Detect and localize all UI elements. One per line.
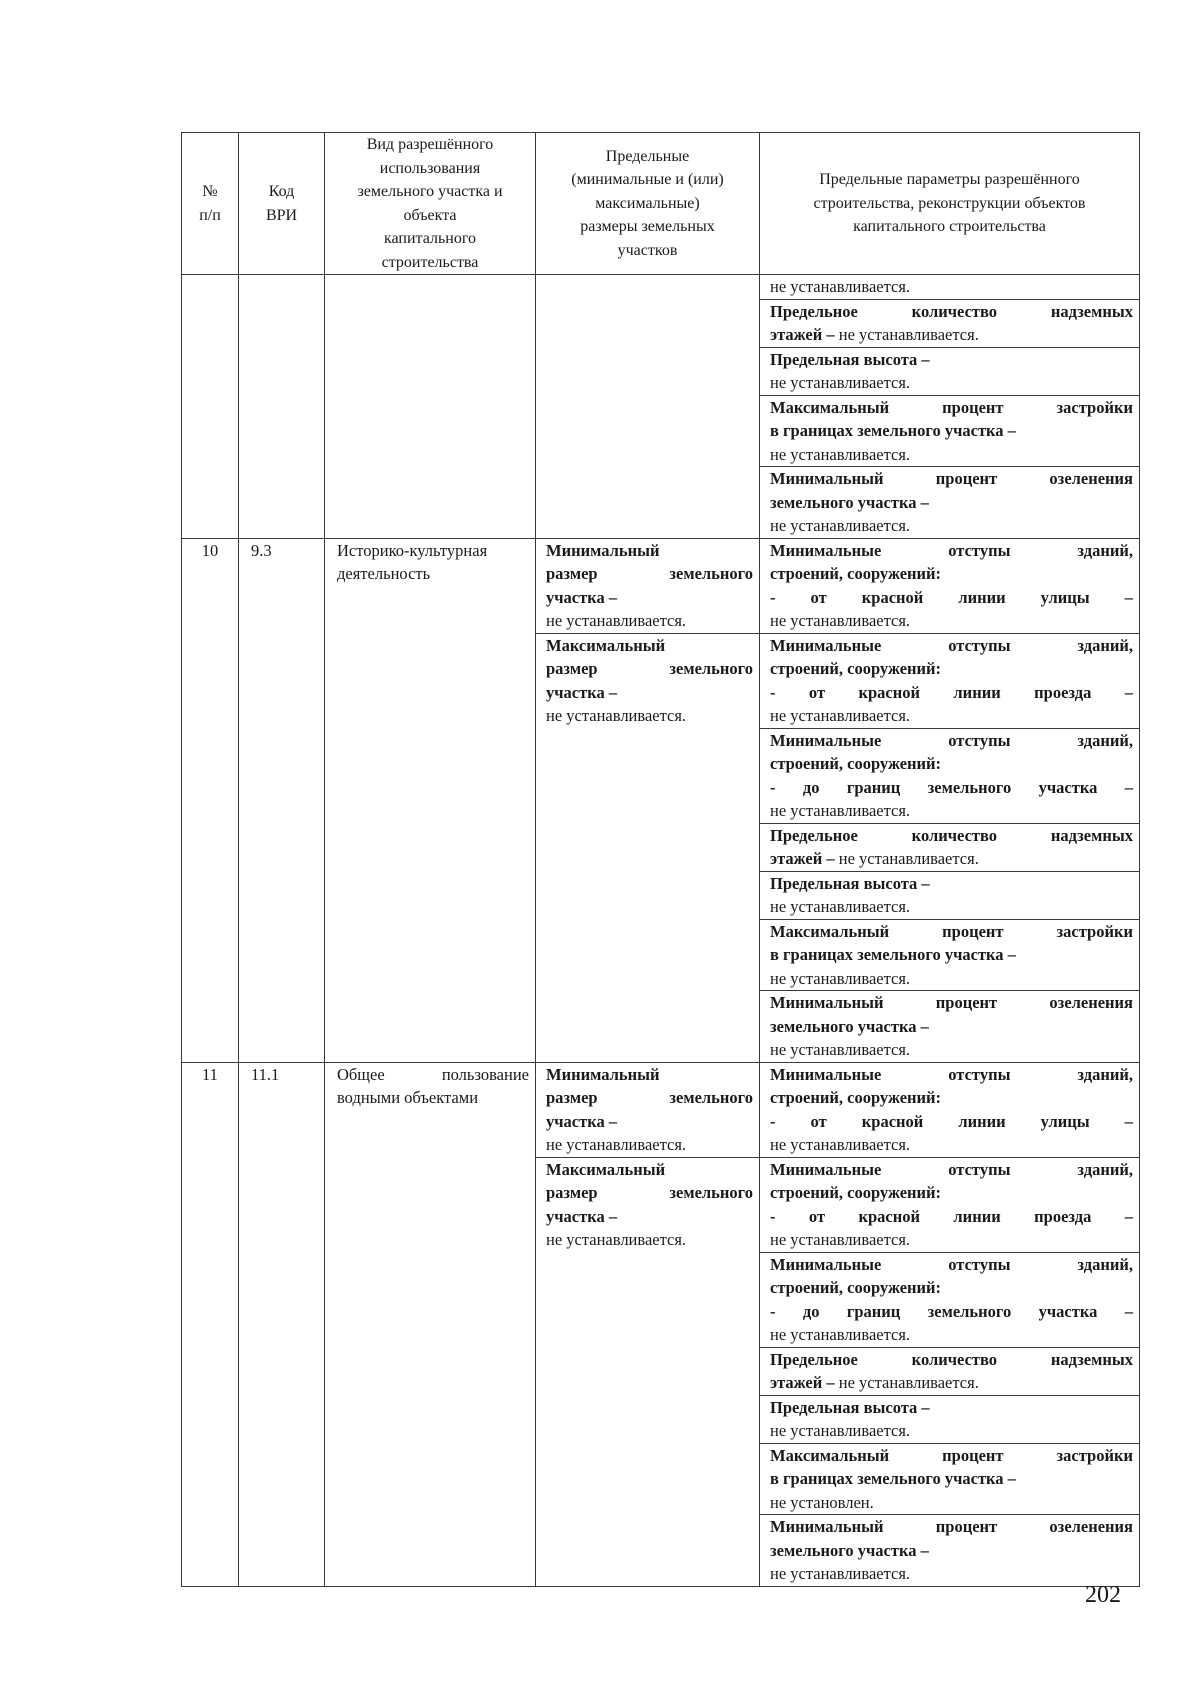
text-line xyxy=(770,943,1133,967)
value-block xyxy=(760,920,1139,992)
row-code: 9.3 xyxy=(239,538,325,1062)
value-block xyxy=(760,1348,1139,1396)
bold-text: - от красной линии проезда – xyxy=(770,1206,1133,1226)
text-line xyxy=(770,824,1133,848)
bold-text: - до границ земельного участка – xyxy=(770,777,1133,797)
text-line xyxy=(770,1086,1133,1110)
bold-text: - от красной линии проезда – xyxy=(770,682,1133,702)
bold-text: строений, сооружений: xyxy=(770,1183,942,1202)
bold-text: Минимальные отступы зданий, xyxy=(770,635,1133,655)
header-number xyxy=(182,133,239,275)
value-block xyxy=(536,1158,759,1252)
text-line xyxy=(770,991,1133,1015)
text-line xyxy=(770,491,1133,515)
text-line xyxy=(770,1300,1133,1324)
header-line: № xyxy=(202,183,218,200)
text-line xyxy=(770,1276,1133,1300)
text-line xyxy=(546,1181,753,1205)
text-line xyxy=(770,1396,1133,1420)
bold-text: в границах земельного участка – xyxy=(770,1469,1016,1488)
bold-text: Максимальный процент застройки xyxy=(770,397,1133,417)
bold-text: Минимальные отступы зданий, xyxy=(770,1064,1133,1084)
bold-text: размер земельного xyxy=(546,1183,753,1202)
bold-text: в границах земельного участка – xyxy=(770,421,1016,440)
header-line: максимальные) xyxy=(595,194,700,212)
text-line xyxy=(770,776,1133,800)
header-line: строительства, реконструкции объектов xyxy=(813,194,1086,212)
row-construction-params xyxy=(760,538,1140,1062)
text-line xyxy=(770,752,1133,776)
text-line: не устанавливается. xyxy=(546,1135,687,1154)
text-line: не устанавливается. xyxy=(770,611,911,630)
bold-text: участка – xyxy=(546,1206,618,1226)
text-line xyxy=(546,586,753,610)
empty-cell xyxy=(536,275,760,539)
text-line: не устанавливается. xyxy=(770,1564,911,1583)
header-line: ВРИ xyxy=(265,206,298,224)
value-block xyxy=(760,824,1139,872)
header-line: капитального строительства xyxy=(853,218,1046,236)
text-line xyxy=(770,1015,1133,1039)
text-line xyxy=(770,1205,1133,1229)
table-row-continuation xyxy=(182,275,1140,539)
text-line: не устанавливается. xyxy=(770,706,911,725)
bold-text: строений, сооружений: xyxy=(770,659,942,678)
row-number: 10 xyxy=(182,538,239,1062)
header-line: использования xyxy=(379,159,481,177)
bold-text: размер земельного xyxy=(546,659,753,678)
text-line: не устанавливается. xyxy=(770,1421,911,1440)
header-construction-params xyxy=(760,133,1140,275)
value-block xyxy=(760,1063,1139,1158)
text-line: не устанавливается. xyxy=(770,801,911,820)
row-plot-sizes xyxy=(536,538,760,1062)
text-line xyxy=(770,1158,1133,1182)
value-block xyxy=(760,1444,1139,1516)
bold-text: земельного участка – xyxy=(770,492,929,512)
header-line: размеры земельных xyxy=(580,218,715,236)
text-line xyxy=(770,300,1133,324)
header-line: участков xyxy=(617,241,678,259)
text-line xyxy=(770,1110,1133,1134)
bold-text: - от красной линии улицы – xyxy=(770,587,1133,607)
regulations-table xyxy=(181,132,1140,1587)
text-line xyxy=(546,657,753,681)
header-line: (минимальные и (или) xyxy=(571,171,724,189)
bold-text: Минимальные отступы зданий, xyxy=(770,730,1133,750)
bold-text: участка – xyxy=(546,587,618,607)
bold-text: Предельная высота – xyxy=(770,873,930,893)
text-line: не устанавливается. xyxy=(770,444,911,464)
text-line xyxy=(770,634,1133,658)
page-number: 202 xyxy=(1085,1582,1121,1608)
bold-text: этажей – xyxy=(770,1373,835,1392)
bold-text: строений, сооружений: xyxy=(770,564,942,583)
plain-text: не устанавливается. xyxy=(834,1373,979,1392)
text-line: не устанавливается. xyxy=(546,1230,687,1249)
bold-text: Максимальный процент застройки xyxy=(770,921,1133,941)
value-block xyxy=(760,991,1139,1062)
text-line: не устанавливается. xyxy=(770,1135,911,1154)
plain-text: не устанавливается. xyxy=(834,325,979,344)
text-line xyxy=(770,729,1133,753)
text-line: не устанавливается. xyxy=(770,373,911,392)
text-line xyxy=(770,1467,1133,1491)
header-use-type xyxy=(325,133,536,275)
value-block xyxy=(536,539,759,634)
value-block xyxy=(760,872,1139,920)
text-line xyxy=(770,1371,1133,1395)
value-block xyxy=(760,300,1139,348)
text-line xyxy=(770,1515,1133,1539)
bold-text: Предельная высота – xyxy=(770,349,930,369)
bold-text: этажей – xyxy=(770,325,835,344)
text-line xyxy=(770,1444,1133,1468)
bold-text: - до границ земельного участка – xyxy=(770,1301,1133,1321)
text-line xyxy=(770,681,1133,705)
plain-text: не устанавливается. xyxy=(834,849,979,868)
row-use-type xyxy=(325,1062,536,1586)
bold-text: Минимальный процент озеленения xyxy=(770,1517,1133,1536)
value-block xyxy=(760,1396,1139,1444)
value-block xyxy=(760,729,1139,824)
text-line: не устанавливается. xyxy=(770,277,911,296)
value-block xyxy=(760,1158,1139,1253)
bold-text: Минимальный xyxy=(546,1064,660,1084)
bold-text: земельного участка – xyxy=(770,1016,929,1036)
bold-text: размер земельного xyxy=(546,1088,753,1107)
bold-text: строений, сооружений: xyxy=(770,754,942,773)
bold-text: Минимальный xyxy=(546,540,660,560)
text-line xyxy=(546,562,753,586)
text-line: не устанавливается. xyxy=(546,611,687,630)
text-line: не устанавливается. xyxy=(770,1230,911,1249)
text-line: не устанавливается. xyxy=(770,1325,911,1344)
bold-text: Предельное количество надземных xyxy=(770,301,1133,321)
text-line xyxy=(546,539,753,563)
empty-cell xyxy=(325,275,536,539)
bold-text: размер земельного xyxy=(546,564,753,583)
bold-text: Минимальные отступы зданий, xyxy=(770,540,1133,560)
text-line: не устанавливается. xyxy=(770,968,911,988)
text-line xyxy=(770,323,1133,347)
value-block xyxy=(760,275,1139,300)
row-code: 11.1 xyxy=(239,1062,325,1586)
header-line: п/п xyxy=(199,206,221,224)
text-line: не устанавливается. xyxy=(770,516,911,535)
text-line: не установлен. xyxy=(770,1492,874,1512)
text-line xyxy=(546,1110,753,1134)
text-line xyxy=(770,872,1133,896)
bold-text: строений, сооружений: xyxy=(770,1278,942,1297)
value-block xyxy=(760,1515,1139,1586)
text-line: деятельность xyxy=(337,564,431,583)
row-use-type xyxy=(325,538,536,1062)
bold-text: Предельное количество надземных xyxy=(770,825,1133,845)
header-plot-sizes xyxy=(536,133,760,275)
text-line xyxy=(546,1205,753,1229)
table-header-row xyxy=(182,133,1140,275)
empty-cell xyxy=(182,275,239,539)
text-line: не устанавливается. xyxy=(546,706,687,725)
row-construction-params xyxy=(760,1062,1140,1586)
row-plot-sizes xyxy=(536,1062,760,1586)
value-block xyxy=(760,467,1139,538)
text-line xyxy=(770,1063,1133,1087)
header-line: Предельные xyxy=(605,147,690,165)
bold-text: Минимальные отступы зданий, xyxy=(770,1159,1133,1179)
text-line xyxy=(546,681,753,705)
table-row xyxy=(182,1062,1140,1586)
value-block xyxy=(760,1253,1139,1348)
text-line xyxy=(770,847,1133,871)
text-line xyxy=(770,348,1133,372)
header-code xyxy=(239,133,325,275)
text-line xyxy=(546,1063,753,1087)
table-row xyxy=(182,538,1140,1062)
text-line xyxy=(770,419,1133,443)
text-line xyxy=(770,467,1133,491)
value-block xyxy=(536,1063,759,1158)
text-line: не устанавливается. xyxy=(770,897,911,916)
text-line xyxy=(546,634,753,658)
text-line xyxy=(770,539,1133,563)
header-line: земельного участка и xyxy=(357,183,503,200)
text-line xyxy=(770,1539,1133,1563)
bold-text: Максимальный процент застройки xyxy=(770,1445,1133,1465)
text-line xyxy=(770,586,1133,610)
text-line xyxy=(546,1158,753,1182)
bold-text: в границах земельного участка – xyxy=(770,945,1016,964)
text-line xyxy=(546,1086,753,1110)
text-line xyxy=(770,562,1133,586)
header-line: объекта xyxy=(403,206,457,224)
bold-text: - от красной линии улицы – xyxy=(770,1111,1133,1131)
header-line: строительства xyxy=(381,253,479,271)
value-block xyxy=(536,634,759,728)
bold-text: строений, сооружений: xyxy=(770,1088,942,1107)
text-line: Историко-культурная xyxy=(337,540,488,560)
bold-text: Минимальный процент озеленения xyxy=(770,469,1133,488)
text-line xyxy=(770,1348,1133,1372)
text-line: не устанавливается. xyxy=(770,1040,911,1059)
bold-text: участка – xyxy=(546,1111,618,1131)
value-block xyxy=(760,634,1139,729)
bold-text: Максимальный xyxy=(546,635,666,655)
value-block xyxy=(760,348,1139,396)
bold-text: земельного участка – xyxy=(770,1540,929,1560)
value-block xyxy=(760,396,1139,468)
text-line xyxy=(770,396,1133,420)
text-line xyxy=(770,920,1133,944)
row-number: 11 xyxy=(182,1062,239,1586)
header-line: капитального xyxy=(384,230,476,247)
bold-text: участка – xyxy=(546,682,618,702)
header-line: Вид разрешённого xyxy=(366,136,494,153)
bold-text: Предельная высота – xyxy=(770,1397,930,1417)
params-cell xyxy=(760,275,1140,539)
text-line xyxy=(770,657,1133,681)
empty-cell xyxy=(239,275,325,539)
bold-text: этажей – xyxy=(770,849,835,868)
text-line: Общее пользование xyxy=(337,1064,529,1084)
text-line xyxy=(770,1253,1133,1277)
bold-text: Предельное количество надземных xyxy=(770,1349,1133,1369)
bold-text: Минимальные отступы зданий, xyxy=(770,1254,1133,1274)
text-line xyxy=(770,1181,1133,1205)
header-line: Предельные параметры разрешённого xyxy=(819,171,1080,189)
bold-text: Максимальный xyxy=(546,1159,666,1179)
text-line: водными объектами xyxy=(337,1088,479,1107)
bold-text: Минимальный процент озеленения xyxy=(770,993,1133,1012)
header-line: Код xyxy=(268,183,295,200)
value-block xyxy=(760,539,1139,634)
